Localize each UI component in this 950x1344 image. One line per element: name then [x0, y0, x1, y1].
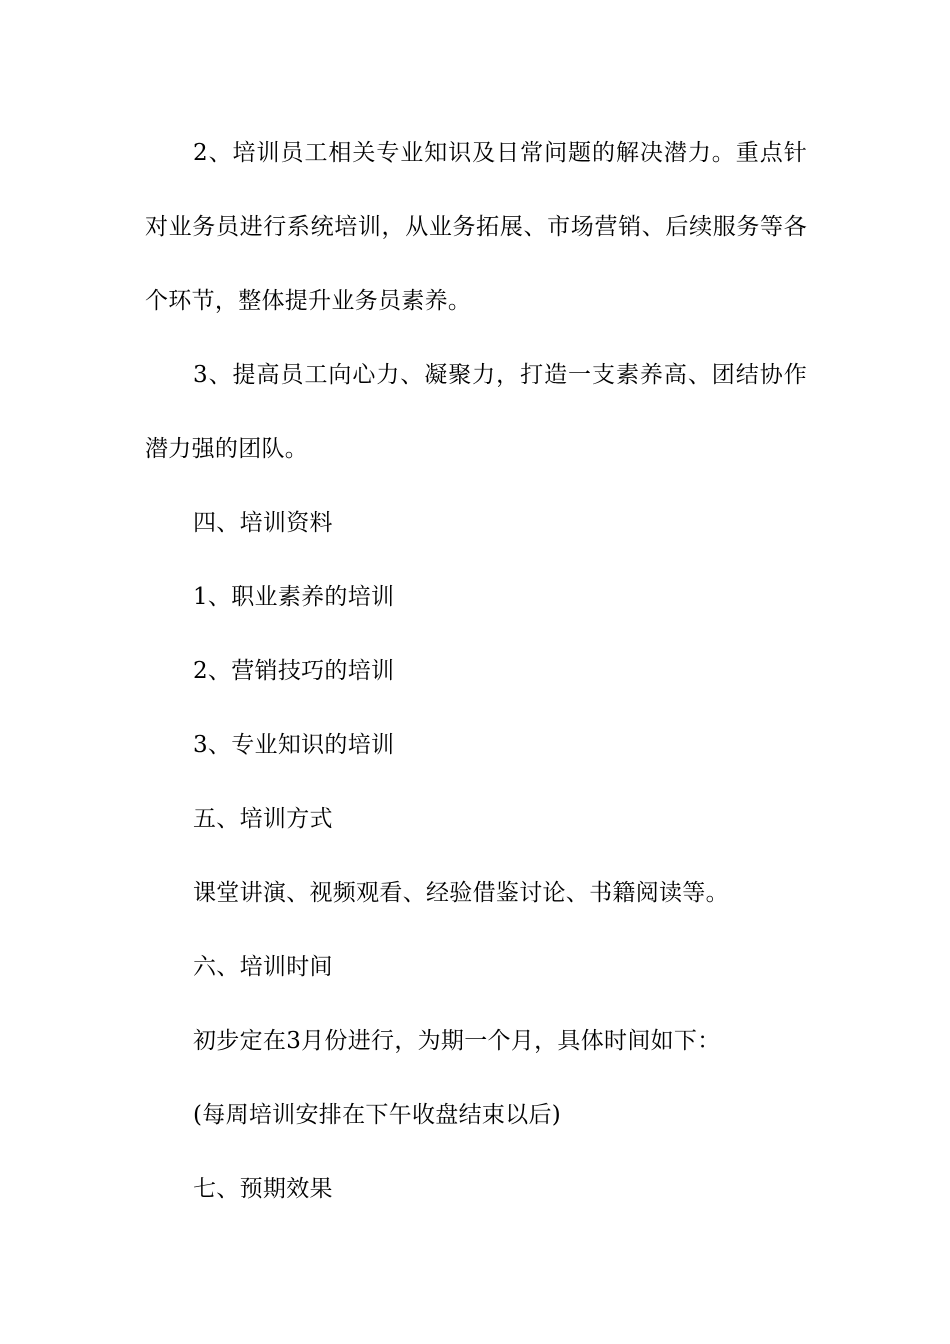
- heading-expected-effect: 七、预期效果: [193, 1176, 333, 1202]
- paragraph-content-3: 3、专业知识的培训: [193, 732, 395, 758]
- paragraph-method: 课堂讲演、视频观看、经验借鉴讨论、书籍阅读等。: [193, 880, 729, 906]
- paragraph-goal-3: 3、提高员工向心力、凝聚力，打造一支素养高、团结协作潜力强的团队。: [145, 362, 807, 462]
- paragraph-time-note: (每周培训安排在下午收盘结束以后): [193, 1102, 562, 1128]
- paragraph-content-2: 2、营销技巧的培训: [193, 658, 395, 684]
- paragraph-goal-2: 2、培训员工相关专业知识及日常问题的解决潜力。重点针对业务员进行系统培训，从业务拓展、市场营销、后续服务等各个环节，整体提升业务员素养。: [145, 140, 807, 314]
- heading-training-method: 五、培训方式: [193, 806, 333, 832]
- heading-training-time: 六、培训时间: [193, 954, 333, 980]
- paragraph-content-1: 1、职业素养的培训: [193, 584, 395, 610]
- paragraph-time: 初步定在3月份进行，为期一个月，具体时间如下：: [193, 1028, 721, 1054]
- heading-training-content: 四、培训资料: [193, 510, 333, 536]
